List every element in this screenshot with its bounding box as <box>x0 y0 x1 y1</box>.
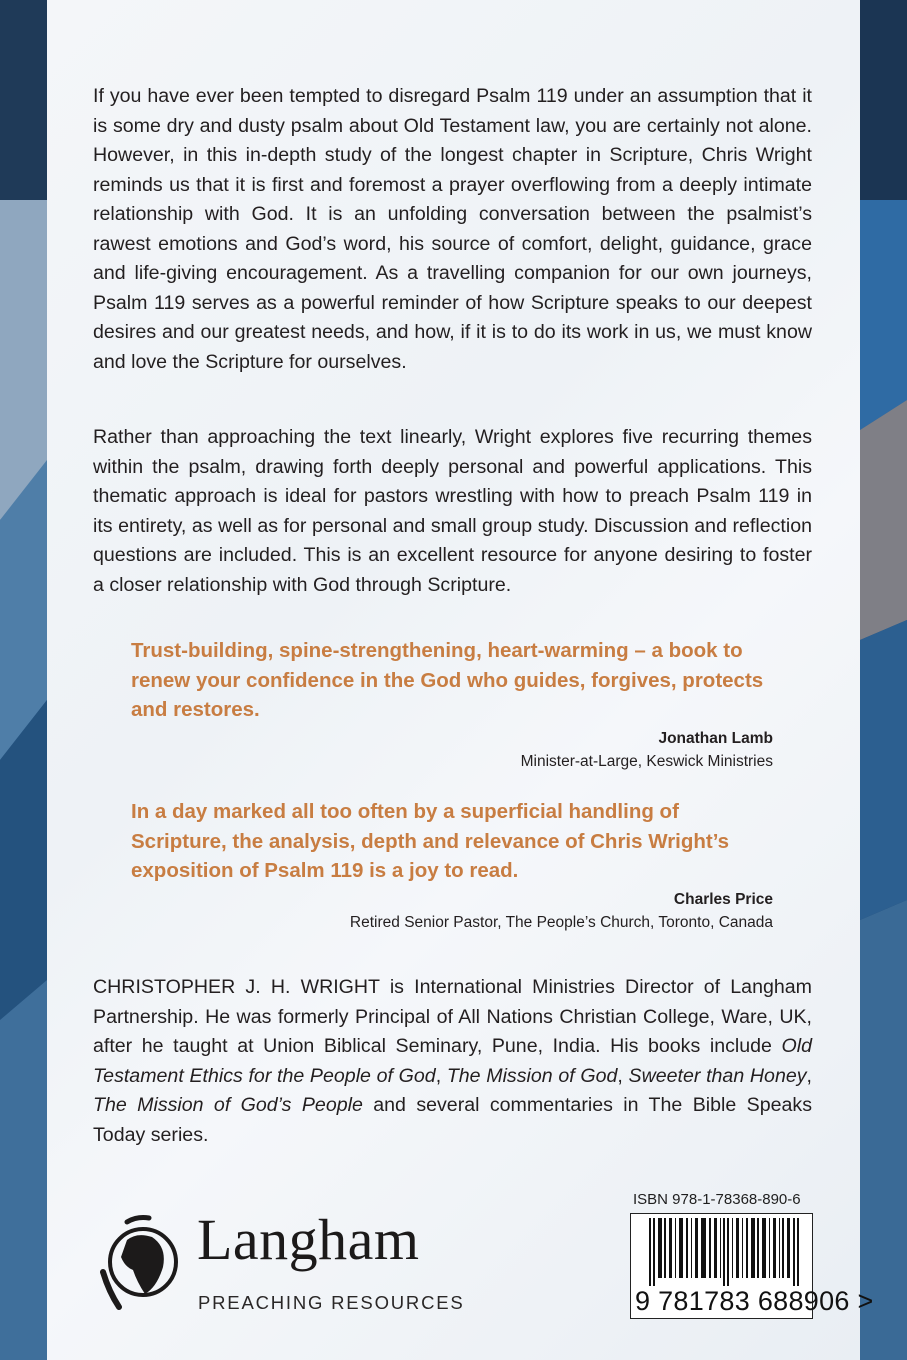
publisher-logo <box>97 1207 465 1317</box>
endorsement-attribution-2 <box>350 888 773 934</box>
barcode-digits: 9 781783 688906 > <box>635 1286 874 1316</box>
endorser-role: Minister-at-Large, Keswick Ministries <box>520 753 773 770</box>
separator: , <box>806 1064 812 1087</box>
globe-icon <box>97 1212 187 1312</box>
isbn-label: ISBN 978-1-78368-890-6 <box>633 1191 801 1208</box>
endorser-role: Retired Senior Pastor, The People’s Church, Toronto, Canada <box>349 914 773 931</box>
endorsement-quote-2: In a day marked all too often by a superficial handling of Scripture, the analysis, depth and relevance of Chris Wright’s exposition of Psalm 119 is a joy to read. <box>131 800 730 882</box>
book-title: The Mission of God <box>446 1064 618 1087</box>
description-paragraph-2: Rather than approaching the text linearly, Wright explores five recurring themes within the psalm, drawing forth deeply personal and powerful applications. This thematic approach is ideal for pastors wrestling with how to preach Psalm 119 in its entirety, as well as for personal and small group study. Discussion and reflection questions are included. This is an excellent resource for anyone desiring to foster a closer relationship with God through Scripture. <box>93 426 812 596</box>
barcode-bars-icon <box>649 1218 804 1286</box>
bio-text: CHRISTOPHER J. H. WRIGHT is International Ministries Director of Langham Partnership. He was formerly Principal of All Nations Christian College, Ware, UK, after he taught at Union Biblical Seminary, Pune, India. His books include <box>93 976 812 1057</box>
author-bio <box>93 973 812 1150</box>
bio-text: and several commentaries in The Bible Speaks Today series. <box>93 1094 812 1146</box>
book-title: The Mission of God’s People <box>93 1094 363 1116</box>
endorsement-quote-1: Trust-building, spine-strengthening, heart-warming – a book to renew your confidence in the God who guides, forgives, protects and restores. <box>131 639 764 721</box>
book-title: Sweeter than Honey <box>628 1064 807 1087</box>
isbn-barcode <box>630 1213 874 1319</box>
endorsement-attribution-1 <box>521 727 773 773</box>
endorser-name: Jonathan Lamb <box>658 730 773 747</box>
book-title: Old Testament Ethics for the People of God <box>93 1035 812 1087</box>
description-paragraph-1: If you have ever been tempted to disregard Psalm 119 under an assumption that it is some dry and dusty psalm about Old Testament law, you are certainly not alone. However, in this in-depth study of the longest chapter in Scripture, Chris Wright reminds us that it is first and foremost a prayer overflowing from a deeply intimate relationship with God. It is an unfolding conversation between the psalmist’s rawest emotions and God’s word, his source of comfort, delight, guidance, grace and life-giving encouragement. As a travelling companion for our own journeys, Psalm 119 serves as a powerful reminder of how Scripture speaks to our deepest desires and our greatest needs, and how, if it is to do its work in us, we must know and love the Scripture for ourselves. <box>93 85 812 373</box>
endorser-name: Charles Price <box>673 891 773 908</box>
separator: , <box>435 1064 447 1087</box>
separator: , <box>617 1064 629 1087</box>
publisher-name: Langham <box>197 1207 420 1272</box>
publisher-imprint: PREACHING RESOURCES <box>198 1292 465 1313</box>
